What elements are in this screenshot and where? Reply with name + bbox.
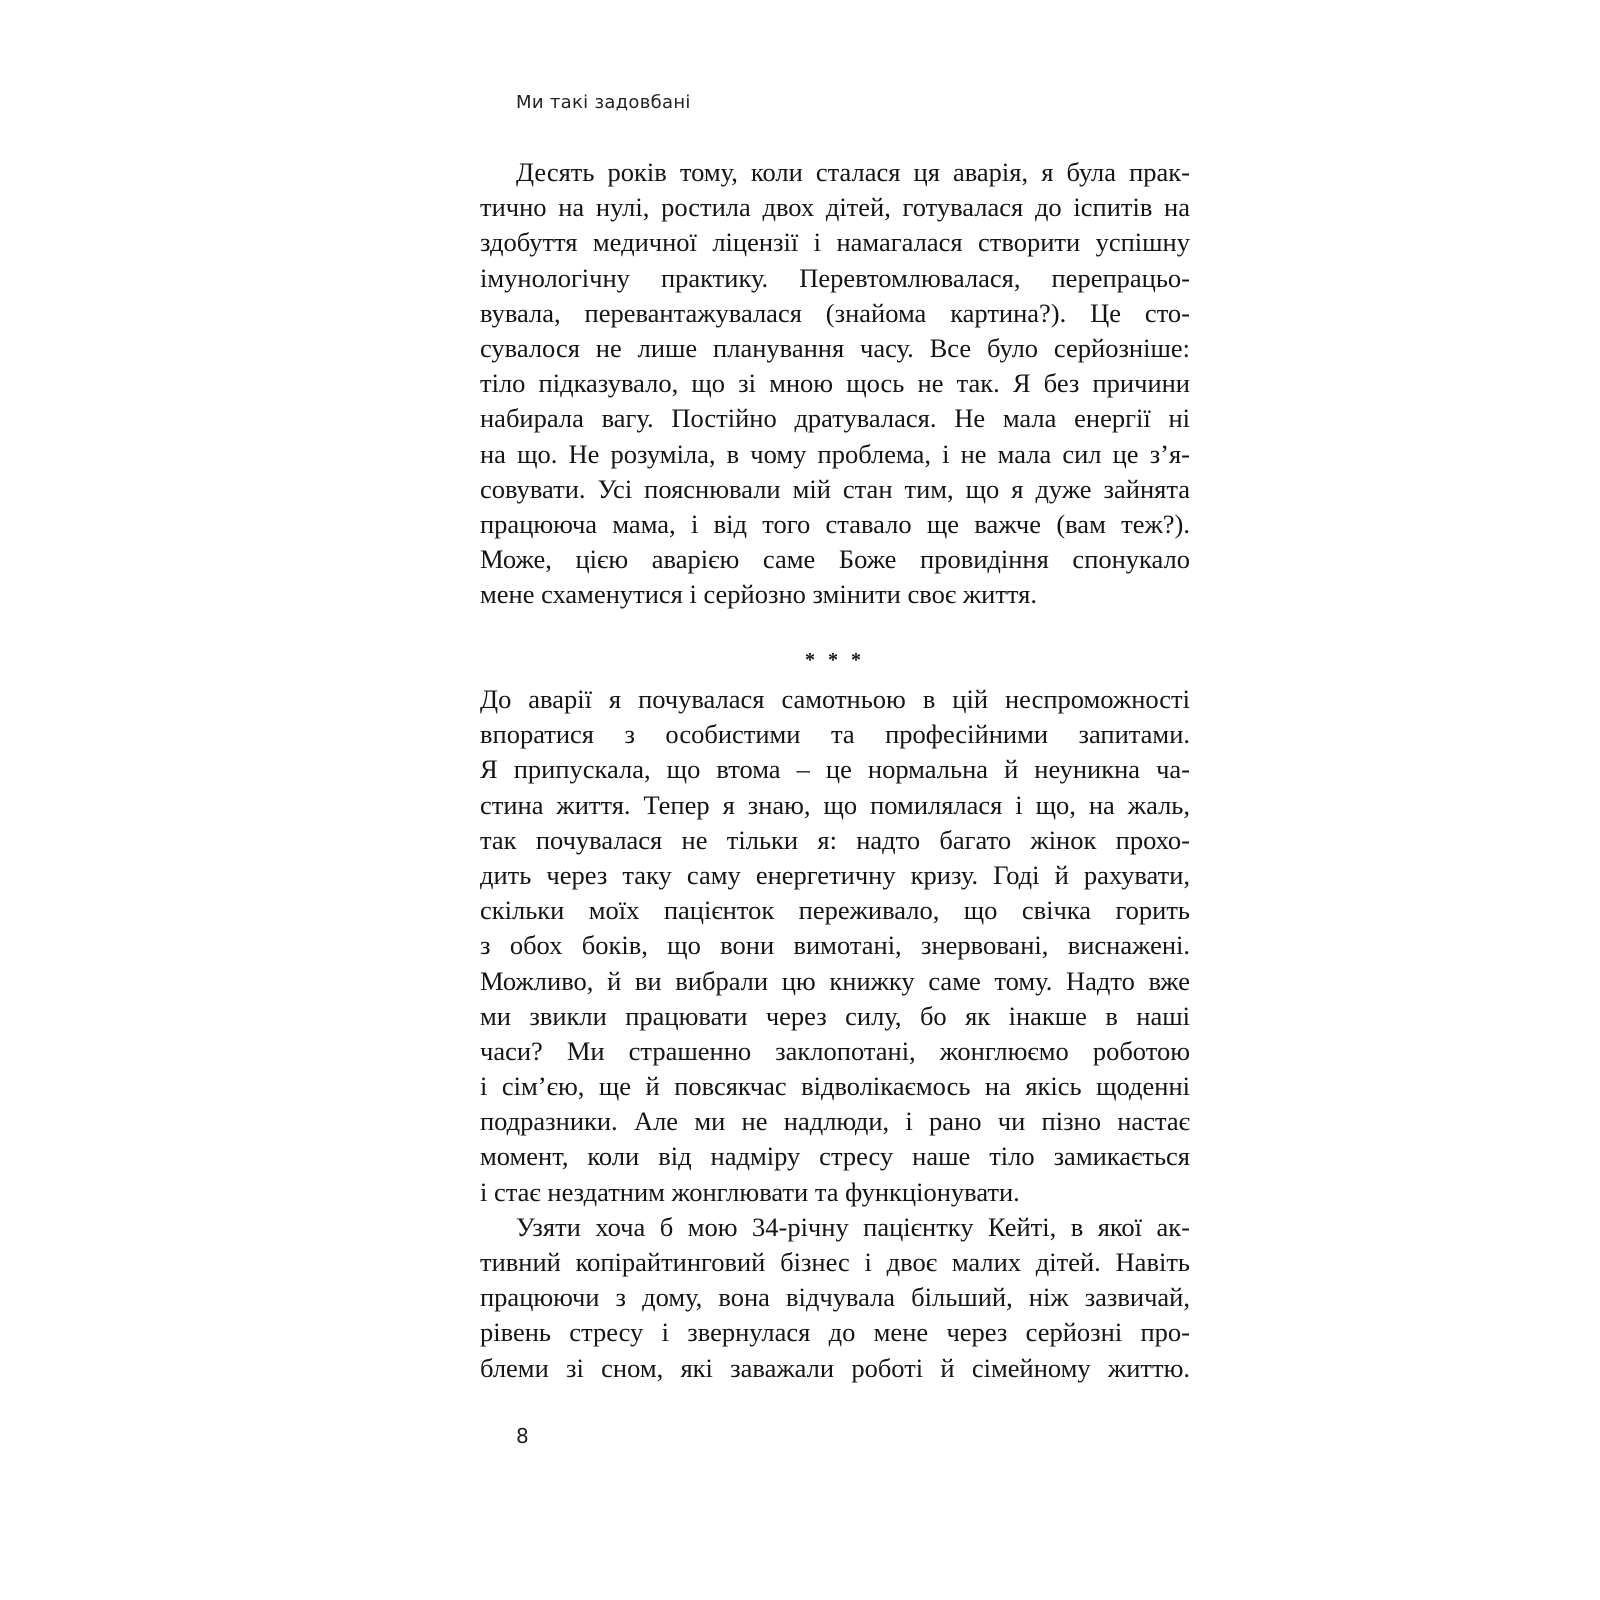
running-head: Ми такі задовбані xyxy=(516,92,691,113)
text-line: дить через таку саму енергетичну кризу. Годі й рахувати, xyxy=(480,859,1190,890)
text-line: До аварії я почувалася самотньою в цій неспроможності xyxy=(480,684,1190,714)
text-line: ми звикли працювати через силу, бо як інакше в наші xyxy=(480,1000,1190,1031)
text-line: і стає нездатним жонглювати та функціонувати. xyxy=(480,1176,1020,1207)
text-line: мене схаменутися і серйозно змінити своє життя. xyxy=(480,579,1037,610)
text-line: впоратися з особистими та професійними запитами. xyxy=(480,719,1190,750)
paragraph-before-accident xyxy=(480,682,1190,1386)
text-line: на що. Не розуміла, в чому проблема, і не мала сил це з’я- xyxy=(480,438,1190,469)
text-line: тіло підказувало, що зі мною щось не так. Я без причини xyxy=(480,368,1190,399)
text-line: Можливо, й ви вибрали цю книжку саме тому. Надто вже xyxy=(480,965,1190,996)
text-line: момент, коли від надміру стресу наше тіло замикається xyxy=(480,1141,1190,1172)
text-line: Десять років тому, коли сталася ця аварія, я була прак- xyxy=(516,157,1190,187)
text-line: працюючи з дому, вона відчувала більший, ніж зазвичай, xyxy=(480,1282,1190,1313)
text-line: вувала, перевантажувалася (знайома картина?). Це сто- xyxy=(480,297,1190,328)
text-line: скільки моїх пацієнток переживало, що свічка горить xyxy=(480,895,1190,926)
section-separator: * * * xyxy=(805,649,865,671)
text-line: з обох боків, що вони вимотані, знервовані, виснажені. xyxy=(480,930,1190,961)
text-line: імунологічну практику. Перевтомлювалася, перепрацьо- xyxy=(480,262,1190,293)
text-line: сувалося не лише планування часу. Все було серйозніше: xyxy=(480,332,1190,363)
text-line: рівень стресу і звернулася до мене через серйозні про- xyxy=(480,1317,1190,1348)
paragraph-accident xyxy=(480,155,1190,612)
text-line: совувати. Усі пояснювали мій стан тим, що я дуже зайнята xyxy=(480,473,1190,504)
page-number: 8 xyxy=(516,1424,529,1448)
text-line: так почувалася не тільки я: надто багато жінок прохо- xyxy=(480,824,1190,855)
text-line: працююча мама, і від того ставало ще важче (вам теж?). xyxy=(480,508,1190,539)
text-line: Може, цією аварією саме Боже провидіння спонукало xyxy=(480,544,1190,575)
text-line: здобуття медичної ліцензії і намагалася створити успішну xyxy=(480,227,1190,258)
text-line: Я припускала, що втома – це нормальна й неуникна ча- xyxy=(480,754,1190,785)
text-line: часи? Ми страшенно заклопотані, жонглюємо роботою xyxy=(480,1035,1190,1066)
text-line: набирала вагу. Постійно дратувалася. Не мала енергії ні xyxy=(480,403,1190,434)
text-line: подразники. Але ми не надлюди, і рано чи пізно настає xyxy=(480,1106,1190,1137)
text-line: тично на нулі, ростила двох дітей, готувалася до іспитів на xyxy=(480,192,1190,223)
text-line: тивний копірайтинговий бізнес і двоє малих дітей. Навіть xyxy=(480,1247,1190,1277)
text-line: блеми зі сном, які заважали роботі й сімейному життю. xyxy=(480,1352,1190,1383)
text-line: стина життя. Тепер я знаю, що помилялася і що, на жаль, xyxy=(480,789,1190,820)
text-line: Узяти хоча б мою 34-річну пацієнтку Кейті, в якої ак- xyxy=(516,1211,1190,1242)
text-line: і сім’єю, ще й повсякчас відволікаємось на якісь щоденні xyxy=(480,1071,1190,1102)
